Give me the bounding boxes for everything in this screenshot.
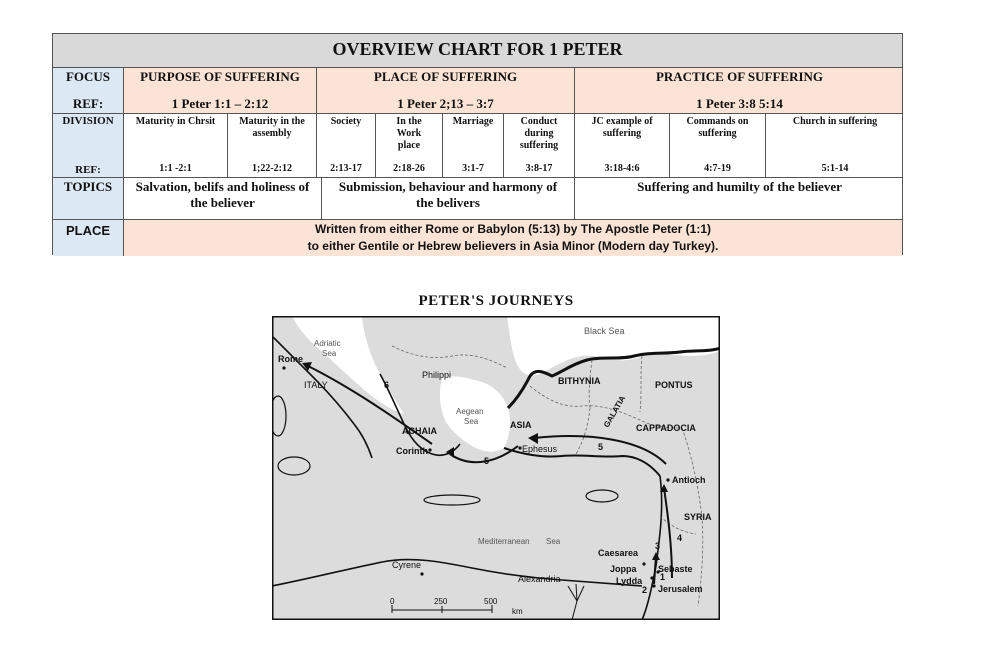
label-cappadocia: CAPPADOCIA — [636, 423, 696, 433]
section-title: PRACTICE OF SUFFERING — [655, 69, 824, 84]
label-rome: Rome — [278, 354, 304, 364]
division-title: Commands on suffering — [686, 116, 749, 139]
division-ref-label: REF: — [75, 164, 101, 176]
overview-chart — [52, 33, 903, 255]
label-adriatic: Adriatic — [314, 339, 341, 348]
division-cell — [670, 114, 766, 177]
division-ref: 2:13-17 — [330, 163, 362, 174]
topic-cell: Salvation, belifs and holiness of the believer — [124, 178, 322, 219]
label-syria: SYRIA — [684, 512, 712, 522]
scale-250: 250 — [434, 597, 448, 606]
label-pontus: PONTUS — [655, 380, 693, 390]
label-asia: ASIA — [510, 420, 532, 430]
division-cell — [124, 114, 228, 177]
island-cyprus — [586, 490, 618, 502]
label-caesarea: Caesarea — [598, 548, 639, 558]
label-adriatic-sea: Sea — [322, 349, 337, 358]
focus-row — [53, 68, 902, 114]
division-ref: 3:8-17 — [525, 163, 553, 174]
focus-label: FOCUS — [65, 69, 111, 84]
division-ref: 1;22-2:12 — [252, 163, 292, 174]
section-ref: 1 Peter 3:8 5:14 — [696, 96, 783, 111]
label-italy: ITALY — [304, 380, 328, 390]
scale-km: km — [512, 607, 523, 616]
division-ref: 3:1-7 — [462, 163, 484, 174]
division-ref: 1:1 -2:1 — [159, 163, 192, 174]
island-sardinia — [272, 396, 286, 436]
division-cell — [228, 114, 317, 177]
section-place — [317, 68, 575, 113]
label-med-sea: Sea — [546, 537, 561, 546]
route-number: 4 — [677, 533, 683, 543]
label-alexandria: Alexandria — [518, 574, 561, 584]
scale-500: 500 — [484, 597, 498, 606]
division-ref: 4:7-19 — [704, 163, 731, 174]
division-ref: 3:18-4:6 — [604, 163, 640, 174]
division-ref: 2:18-26 — [393, 163, 425, 174]
route-number: 2 — [642, 585, 648, 595]
journey-map — [272, 316, 720, 620]
section-practice — [575, 68, 904, 113]
label-ephesus: Ephesus — [522, 444, 558, 454]
section-ref: 1 Peter 1:1 – 2:12 — [171, 96, 269, 111]
route-number: 6 — [384, 380, 390, 390]
scale-0: 0 — [390, 597, 395, 606]
division-cell — [504, 114, 575, 177]
topic-cell: Suffering and humilty of the believer — [637, 179, 842, 194]
division-row — [53, 114, 902, 178]
label-mediterranean: Mediterranean — [478, 537, 530, 546]
section-title: PLACE OF SUFFERING — [373, 69, 518, 84]
section-purpose — [124, 68, 317, 113]
route-number: 1 — [660, 572, 666, 582]
label-cyrene: Cyrene — [392, 560, 422, 570]
division-title: JC example of suffering — [591, 116, 653, 139]
division-cell — [317, 114, 376, 177]
label-galatia: GALATIA — [601, 394, 628, 429]
focus-label-cell — [53, 68, 124, 113]
division-cell — [443, 114, 504, 177]
route-number: 5 — [484, 456, 490, 466]
division-title: Maturity in Chrsit — [135, 116, 216, 127]
section-title: PURPOSE OF SUFFERING — [140, 69, 300, 84]
label-black-sea: Black Sea — [584, 326, 625, 336]
division-title: Marriage — [452, 116, 494, 127]
label-antioch: Antioch — [672, 475, 706, 485]
island-sicily — [278, 457, 310, 475]
topics-label — [53, 178, 124, 219]
label-achaia: ACHAIA — [402, 426, 437, 436]
label-corinth: Corinth — [396, 446, 428, 456]
route-number: 5 — [598, 442, 604, 452]
place-row — [53, 220, 902, 256]
place-line-2: to either Gentile or Hebrew believers in Asia Minor (Modern day Turkey). — [307, 239, 719, 253]
label-jerusalem: Jerusalem — [658, 584, 703, 594]
label-philippi: Philippi — [422, 370, 452, 380]
place-label: PLACE — [53, 220, 124, 256]
division-ref: 5:1-14 — [821, 163, 849, 174]
map-title: PETER'S JOURNEYS — [418, 293, 574, 309]
place-line-1: Written from either Rome or Babylon (5:13) by The Apostle Peter (1:1) — [314, 222, 712, 236]
label-bithynia: BITHYNIA — [558, 376, 601, 386]
label-aegean-sea: Sea — [464, 417, 479, 426]
ref-label: REF: — [72, 96, 104, 111]
division-label: DIVISION — [62, 115, 114, 127]
topics-label-text: TOPICS — [63, 179, 113, 194]
label-joppa: Joppa — [610, 564, 637, 574]
division-label-cell — [53, 114, 124, 177]
division-cell — [766, 114, 904, 177]
topics-row — [53, 178, 902, 220]
label-sebaste: Sebaste — [658, 564, 693, 574]
topic-cell: Submission, behaviour and harmony of the belivers — [322, 178, 575, 219]
division-cell — [575, 114, 670, 177]
division-title: Conduct during suffering — [519, 116, 559, 151]
division-title: Church in suffering — [792, 116, 878, 127]
chart-title: OVERVIEW CHART FOR 1 PETER — [53, 34, 902, 68]
label-aegean: Aegean — [456, 407, 484, 416]
division-title: Maturity in the assembly — [239, 116, 305, 139]
route-number: 3 — [655, 541, 661, 551]
division-title: Society — [330, 116, 362, 127]
section-ref: 1 Peter 2;13 – 3:7 — [397, 96, 494, 111]
label-lydda: Lydda — [616, 576, 643, 586]
division-title: In the Work place — [396, 116, 422, 151]
island-crete — [424, 495, 480, 505]
place-text — [124, 220, 902, 257]
map-svg — [272, 316, 720, 620]
division-cell — [376, 114, 443, 177]
